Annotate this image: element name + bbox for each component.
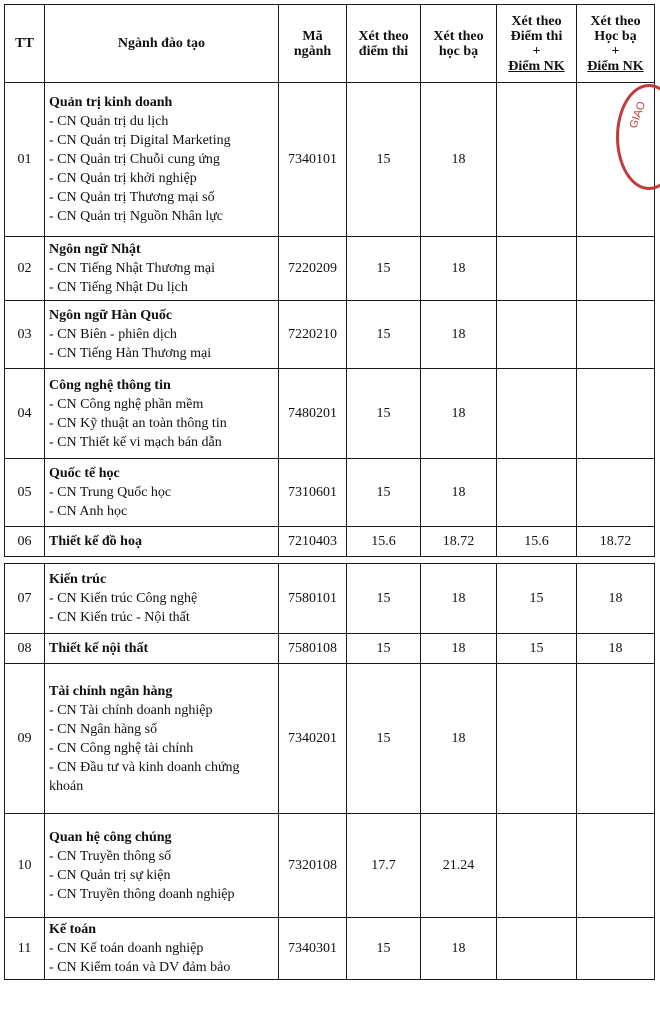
specialization-item: - CN Kiểm toán và DV đảm bảo — [49, 958, 274, 977]
specialization-item: - CN Quản trị Thương mại số — [49, 188, 274, 207]
row-major — [45, 83, 279, 237]
row-transcript-nk-score: 18 — [577, 564, 655, 634]
row-exam-score: 15 — [347, 634, 421, 664]
specialization-item: - CN Anh học — [49, 502, 274, 521]
specialization-item: - CN Quản trị sự kiện — [49, 866, 274, 885]
specialization-item: - CN Truyền thông doanh nghiệp — [49, 885, 274, 904]
row-transcript-nk-score — [577, 664, 655, 814]
major-title: Ngôn ngữ Nhật — [49, 242, 141, 257]
row-exam-nk-score — [497, 664, 577, 814]
row-exam-score: 15 — [347, 918, 421, 980]
row-exam-nk-score — [497, 301, 577, 369]
table-row — [5, 301, 655, 369]
row-transcript-nk-score — [577, 918, 655, 980]
specialization-item: - CN Công nghệ tài chính — [49, 739, 274, 758]
row-major — [45, 237, 279, 301]
row-tt: 09 — [5, 664, 45, 814]
row-transcript-nk-score — [577, 814, 655, 918]
row-tt: 11 — [5, 918, 45, 980]
row-exam-score: 15 — [347, 564, 421, 634]
row-tt: 07 — [5, 564, 45, 634]
specialization-item: - CN Tài chính doanh nghiệp — [49, 701, 274, 720]
row-exam-score: 15 — [347, 301, 421, 369]
row-transcript-score: 18.72 — [421, 527, 497, 557]
admission-score-sheet — [4, 4, 654, 980]
header-tt: TT — [5, 5, 45, 83]
major-title: Quản trị kinh doanh — [49, 95, 173, 110]
specialization-item: - CN Kiến trúc - Nội thất — [49, 608, 274, 627]
row-major — [45, 301, 279, 369]
row-code: 7480201 — [279, 369, 347, 459]
row-exam-nk-score — [497, 814, 577, 918]
row-transcript-score: 21.24 — [421, 814, 497, 918]
row-transcript-score: 18 — [421, 664, 497, 814]
row-code: 7340301 — [279, 918, 347, 980]
table-row — [5, 664, 655, 814]
row-major — [45, 564, 279, 634]
table-row — [5, 634, 655, 664]
specialization-item: - CN Biên - phiên dịch — [49, 325, 274, 344]
header-major: Ngành đào tạo — [45, 5, 279, 83]
row-transcript-score: 18 — [421, 301, 497, 369]
row-code: 7340201 — [279, 664, 347, 814]
row-code: 7220209 — [279, 237, 347, 301]
row-tt: 10 — [5, 814, 45, 918]
row-tt: 05 — [5, 459, 45, 527]
header-transcript-nk-l2: Học bạ — [594, 28, 637, 44]
row-transcript-score: 18 — [421, 564, 497, 634]
major-title: Kiến trúc — [49, 572, 107, 587]
major-title: Thiết kế đồ hoạ — [49, 534, 142, 549]
row-code: 7220210 — [279, 301, 347, 369]
row-exam-nk-score: 15 — [497, 634, 577, 664]
row-tt: 03 — [5, 301, 45, 369]
header-exam-nk-l1: Xét theo — [511, 13, 562, 29]
row-code: 7340101 — [279, 83, 347, 237]
row-exam-nk-score — [497, 459, 577, 527]
row-exam-nk-score — [497, 83, 577, 237]
table-row — [5, 564, 655, 634]
specialization-item: - CN Kế toán doanh nghiệp — [49, 939, 274, 958]
row-transcript-score: 18 — [421, 459, 497, 527]
row-code: 7580101 — [279, 564, 347, 634]
specialization-item: - CN Ngân hàng số — [49, 720, 274, 739]
header-exam-nk-l4: Điểm NK — [508, 58, 565, 74]
specialization-item: - CN Quản trị Nguồn Nhân lực — [49, 207, 274, 226]
row-tt: 02 — [5, 237, 45, 301]
specialization-item: - CN Quản trị du lịch — [49, 112, 274, 131]
table-row — [5, 237, 655, 301]
header-exam-nk — [497, 5, 577, 83]
table-row — [5, 83, 655, 237]
major-title: Tài chính ngân hàng — [49, 683, 173, 699]
specialization-item: - CN Tiếng Nhật Du lịch — [49, 278, 274, 297]
row-exam-nk-score — [497, 237, 577, 301]
row-transcript-score: 18 — [421, 634, 497, 664]
specialization-item: - CN Công nghệ phần mềm — [49, 395, 274, 414]
row-exam-nk-score: 15 — [497, 564, 577, 634]
header-transcript-nk-l3: + — [611, 43, 620, 59]
row-major — [45, 918, 279, 980]
row-code: 7320108 — [279, 814, 347, 918]
table-row — [5, 527, 655, 557]
row-transcript-nk-score: 18.72 — [577, 527, 655, 557]
table-row — [5, 459, 655, 527]
table-row — [5, 369, 655, 459]
header-transcript: Xét theo học bạ — [421, 5, 497, 83]
row-tt: 01 — [5, 83, 45, 237]
header-transcript-nk — [577, 5, 655, 83]
specialization-item: - CN Kỹ thuật an toàn thông tin — [49, 414, 274, 433]
specialization-item: - CN Quản trị khởi nghiệp — [49, 169, 274, 188]
table-row — [5, 814, 655, 918]
major-title: Thiết kế nội thất — [49, 641, 149, 656]
major-title: Quốc tế học — [49, 466, 120, 481]
row-tt: 04 — [5, 369, 45, 459]
score-table-part-1 — [4, 4, 655, 557]
specialization-item: - CN Đầu tư và kinh doanh chứng khoán — [49, 758, 274, 796]
row-exam-score: 15 — [347, 83, 421, 237]
specialization-item: - CN Kiến trúc Công nghệ — [49, 589, 274, 608]
row-code: 7210403 — [279, 527, 347, 557]
row-code: 7580108 — [279, 634, 347, 664]
row-major — [45, 527, 279, 557]
specialization-item: - CN Thiết kế vi mạch bán dẫn — [49, 433, 274, 452]
row-transcript-score: 18 — [421, 237, 497, 301]
row-transcript-score: 18 — [421, 83, 497, 237]
row-transcript-score: 18 — [421, 369, 497, 459]
row-tt: 08 — [5, 634, 45, 664]
header-transcript-nk-l4: Điểm NK — [587, 58, 644, 74]
specialization-item: - CN Tiếng Hàn Thương mại — [49, 344, 274, 363]
major-title: Công nghệ thông tin — [49, 377, 171, 393]
row-exam-nk-score: 15.6 — [497, 527, 577, 557]
row-transcript-nk-score — [577, 301, 655, 369]
row-exam-score: 15 — [347, 237, 421, 301]
row-transcript-nk-score: 18 — [577, 634, 655, 664]
specialization-item: - CN Truyền thông số — [49, 847, 274, 866]
header-transcript-nk-l1: Xét theo — [590, 13, 641, 29]
specialization-item: - CN Tiếng Nhật Thương mại — [49, 259, 274, 278]
header-exam-nk-l3: + — [532, 43, 541, 59]
major-title: Ngôn ngữ Hàn Quốc — [49, 308, 173, 323]
table-row — [5, 918, 655, 980]
specialization-item: - CN Trung Quốc học — [49, 483, 274, 502]
major-title: Quan hệ công chúng — [49, 829, 172, 845]
row-exam-score: 15 — [347, 459, 421, 527]
row-exam-score: 17.7 — [347, 814, 421, 918]
specialization-item: - CN Quản trị Chuỗi cung ứng — [49, 150, 274, 169]
row-transcript-nk-score — [577, 237, 655, 301]
row-major — [45, 634, 279, 664]
row-major — [45, 369, 279, 459]
row-major — [45, 664, 279, 814]
header-exam: Xét theo điểm thi — [347, 5, 421, 83]
row-major — [45, 459, 279, 527]
header-exam-nk-l2: Điểm thi — [510, 28, 563, 44]
row-transcript-nk-score — [577, 369, 655, 459]
row-transcript-score: 18 — [421, 918, 497, 980]
row-major — [45, 814, 279, 918]
row-exam-nk-score — [497, 918, 577, 980]
header-code: Mã ngành — [279, 5, 347, 83]
row-exam-score: 15 — [347, 369, 421, 459]
specialization-item: - CN Quản trị Digital Marketing — [49, 131, 274, 150]
seal-text: GIAO — [627, 100, 649, 130]
row-exam-score: 15 — [347, 664, 421, 814]
row-tt: 06 — [5, 527, 45, 557]
row-exam-nk-score — [497, 369, 577, 459]
row-code: 7310601 — [279, 459, 347, 527]
major-title: Kế toán — [49, 922, 97, 937]
header-row — [5, 5, 655, 83]
row-transcript-nk-score — [577, 459, 655, 527]
row-exam-score: 15.6 — [347, 527, 421, 557]
score-table-part-2 — [4, 563, 655, 980]
